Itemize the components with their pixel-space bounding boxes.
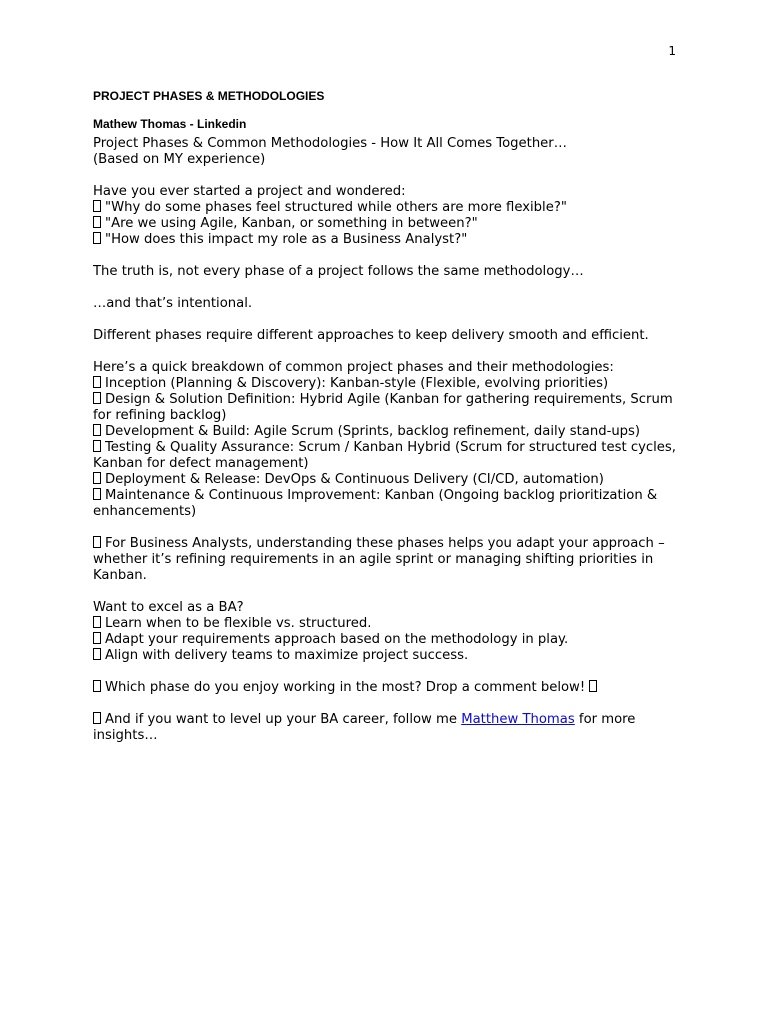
list-item (93, 488, 683, 520)
missing-glyph-icon (93, 216, 101, 228)
list-item (93, 648, 683, 664)
cta-text-before: And if you want to level up your BA career, follow me (105, 712, 462, 727)
list-item-text: Design & Solution Definition: Hybrid Agile (Kanban for gathering requirements, Scrum for refining backlog) (93, 392, 673, 423)
intro-subline: (Based on MY experience) (93, 152, 266, 167)
list-item-text: Development & Build: Agile Scrum (Sprints, backlog refinement, daily stand-ups) (105, 424, 641, 439)
list-item (93, 392, 683, 424)
truth-paragraph: The truth is, not every phase of a project follows the same methodology… (93, 264, 584, 279)
list-item-text: Deployment & Release: DevOps & Continuous Delivery (CI/CD, automation) (105, 472, 604, 487)
list-item-text: Maintenance & Continuous Improvement: Kanban (Ongoing backlog prioritization & enhancements) (93, 488, 658, 519)
comment-question-text: Which phase do you enjoy working in the most? Drop a comment below! (105, 680, 586, 695)
missing-glyph-icon (589, 680, 597, 692)
missing-glyph-icon (93, 424, 101, 436)
missing-glyph-icon (93, 440, 101, 452)
ba-note-paragraph (93, 536, 683, 584)
ba-note-text: For Business Analysts, understanding these phases helps you adapt your approach – whether it’s refining requirements in an agile sprint or managing shifting priorities in Kanban. (93, 536, 665, 583)
comment-question-paragraph (93, 680, 683, 696)
list-item (93, 232, 683, 248)
author-line: Mathew Thomas - Linkedin (93, 117, 247, 131)
breakdown-paragraph (93, 360, 683, 520)
breakdown-lead: Here’s a quick breakdown of common project phases and their methodologies: (93, 360, 614, 375)
excel-paragraph (93, 600, 683, 664)
list-item (93, 376, 683, 392)
cta-text-after: for more insights… (93, 712, 636, 743)
missing-glyph-icon (93, 472, 101, 484)
list-item-text: Inception (Planning & Discovery): Kanban-style (Flexible, evolving priorities) (105, 376, 609, 391)
missing-glyph-icon (93, 488, 101, 500)
list-item-text: Testing & Quality Assurance: Scrum / Kanban Hybrid (Scrum for structured test cycles, Kanban for defect management) (93, 440, 676, 471)
document-body (93, 88, 683, 760)
intro-paragraph (93, 136, 683, 168)
list-item (93, 616, 683, 632)
missing-glyph-icon (93, 680, 101, 692)
missing-glyph-icon (93, 232, 101, 244)
list-item (93, 200, 683, 216)
page-number: 1 (668, 44, 676, 58)
missing-glyph-icon (93, 392, 101, 404)
question-paragraph (93, 184, 683, 248)
list-item-text: Learn when to be flexible vs. structured. (105, 616, 372, 631)
missing-glyph-icon (93, 632, 101, 644)
different-paragraph: Different phases require different approaches to keep delivery smooth and efficient. (93, 328, 649, 343)
missing-glyph-icon (93, 616, 101, 628)
missing-glyph-icon (93, 536, 101, 548)
profile-link[interactable]: Matthew Thomas (461, 712, 575, 727)
list-item (93, 216, 683, 232)
question-lead: Have you ever started a project and wondered: (93, 184, 406, 199)
intentional-paragraph: …and that’s intentional. (93, 296, 253, 311)
missing-glyph-icon (93, 200, 101, 212)
list-item-text: "How does this impact my role as a Business Analyst?" (105, 232, 468, 247)
cta-paragraph (93, 712, 683, 744)
missing-glyph-icon (93, 648, 101, 660)
list-item (93, 440, 683, 472)
list-item-text: "Are we using Agile, Kanban, or something in between?" (105, 216, 478, 231)
list-item (93, 424, 683, 440)
missing-glyph-icon (93, 712, 101, 724)
list-item-text: Adapt your requirements approach based on the methodology in play. (105, 632, 569, 647)
list-item-text: "Why do some phases feel structured while others are more flexible?" (105, 200, 567, 215)
list-item-text: Align with delivery teams to maximize project success. (105, 648, 469, 663)
missing-glyph-icon (93, 376, 101, 388)
intro-line: Project Phases & Common Methodologies - How It All Comes Together… (93, 136, 567, 151)
list-item (93, 472, 683, 488)
document-title: PROJECT PHASES & METHODOLOGIES (93, 89, 325, 103)
list-item (93, 632, 683, 648)
excel-lead: Want to excel as a BA? (93, 600, 244, 615)
